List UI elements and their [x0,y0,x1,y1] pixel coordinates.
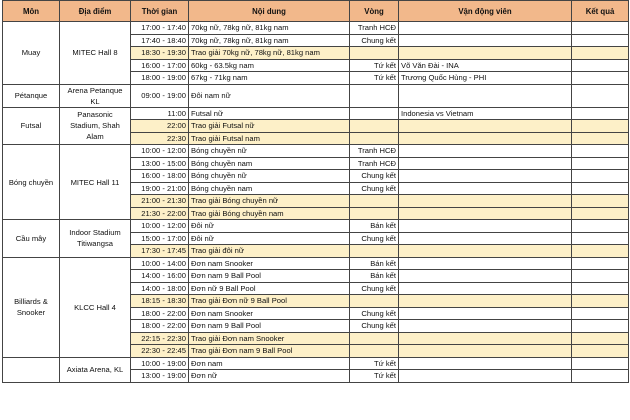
result-cell [572,220,629,233]
time-cell: 19:00 - 21:00 [131,182,189,195]
time-cell: 18:00 - 22:00 [131,307,189,320]
time-cell: 10:00 - 12:00 [131,145,189,158]
content-cell: Futsal nữ [189,107,350,120]
result-cell [572,47,629,60]
time-cell: 10:00 - 19:00 [131,357,189,370]
venue-cell: MITEC Hall 8 [60,22,131,85]
result-cell [572,207,629,220]
result-cell [572,170,629,183]
content-cell: Đơn nam [189,357,350,370]
schedule-table [2,0,629,383]
table-row [3,357,629,370]
round-cell: Tranh HCĐ [350,157,399,170]
result-cell [572,270,629,283]
athlete-cell [399,145,572,158]
content-cell: Trao giải Bóng chuyền nam [189,207,350,220]
time-cell: 21:30 - 22:00 [131,207,189,220]
venue-cell: Indoor Stadium Titiwangsa [60,220,131,258]
time-cell: 17:00 - 17:40 [131,22,189,35]
content-cell: Đơn nữ [189,370,350,383]
result-cell [572,282,629,295]
round-cell: Tranh HCĐ [350,22,399,35]
content-cell: Đơn nam Snooker [189,307,350,320]
athlete-cell [399,22,572,35]
time-cell: 22:15 - 22:30 [131,332,189,345]
athlete-cell [399,370,572,383]
content-cell: Đơn nam 9 Ball Pool [189,320,350,333]
table-row [3,107,629,120]
time-cell: 18:00 - 19:00 [131,72,189,85]
time-cell: 15:00 - 17:00 [131,232,189,245]
result-cell [572,295,629,308]
result-cell [572,332,629,345]
table-row [3,257,629,270]
round-cell: Tứ kết [350,72,399,85]
time-cell: 22:30 [131,132,189,145]
result-cell [572,232,629,245]
round-cell: Bán kết [350,220,399,233]
sport-cell: Pétanque [3,84,60,107]
result-cell [572,72,629,85]
round-cell [350,245,399,258]
time-cell: 17:40 - 18:40 [131,34,189,47]
time-cell: 17:30 - 17:45 [131,245,189,258]
content-cell: Đôi nam nữ [189,84,350,107]
round-cell: Tứ kết [350,59,399,72]
content-cell: 70kg nữ, 78kg nữ, 81kg nam [189,22,350,35]
table-row [3,220,629,233]
time-cell: 18:30 - 19:30 [131,47,189,60]
athlete-cell [399,182,572,195]
content-cell: Bóng chuyền nữ [189,170,350,183]
result-cell [572,145,629,158]
athlete-cell [399,245,572,258]
athlete-cell [399,132,572,145]
athlete-cell [399,320,572,333]
time-cell: 09:00 - 19:00 [131,84,189,107]
content-cell: Bóng chuyền nam [189,157,350,170]
content-cell: Trao giải 70kg nữ, 78kg nữ, 81kg nam [189,47,350,60]
content-cell: Trao giải Đơn nam Snooker [189,332,350,345]
round-cell [350,107,399,120]
result-cell [572,182,629,195]
time-cell: 21:00 - 21:30 [131,195,189,208]
result-cell [572,245,629,258]
content-cell: Trao giải Futsal nữ [189,120,350,133]
time-cell: 18:00 - 22:00 [131,320,189,333]
athlete-cell [399,84,572,107]
content-cell: 67kg - 71kg nam [189,72,350,85]
content-cell: 60kg - 63.5kg nam [189,59,350,72]
venue-cell: KLCC Hall 4 [60,257,131,357]
round-cell: Bán kết [350,270,399,283]
venue-cell: Axiata Arena, KL [60,357,131,382]
venue-cell: Panasonic Stadium, Shah Alam [60,107,131,145]
header-van-dong-vien: Vận động viên [399,1,572,22]
athlete-cell [399,332,572,345]
venue-cell: MITEC Hall 11 [60,145,131,220]
content-cell: Trao giải Đơn nữ 9 Ball Pool [189,295,350,308]
athlete-cell [399,270,572,283]
athlete-cell [399,307,572,320]
result-cell [572,34,629,47]
header-thoi-gian: Thời gian [131,1,189,22]
result-cell [572,195,629,208]
header-vong: Vòng [350,1,399,22]
round-cell [350,120,399,133]
content-cell: Đơn nam Snooker [189,257,350,270]
athlete-cell [399,345,572,358]
athlete-cell: Indonesia vs Vietnam [399,107,572,120]
table-row [3,22,629,35]
result-cell [572,370,629,383]
round-cell [350,345,399,358]
athlete-cell [399,157,572,170]
round-cell: Tranh HCĐ [350,145,399,158]
time-cell: 18:15 - 18:30 [131,295,189,308]
round-cell [350,84,399,107]
sport-cell: Muay [3,22,60,85]
sport-cell: Billiards & Snooker [3,257,60,357]
athlete-cell [399,220,572,233]
athlete-cell [399,357,572,370]
round-cell: Chung kết [350,282,399,295]
result-cell [572,120,629,133]
header-row [3,1,629,22]
result-cell [572,320,629,333]
result-cell [572,132,629,145]
athlete-cell [399,170,572,183]
sport-cell: Futsal [3,107,60,145]
content-cell: Trao giải đôi nữ [189,245,350,258]
result-cell [572,345,629,358]
sport-cell: Bóng chuyền [3,145,60,220]
round-cell [350,132,399,145]
athlete-cell [399,207,572,220]
time-cell: 16:00 - 17:00 [131,59,189,72]
content-cell: Đôi nữ [189,232,350,245]
content-cell: Đơn nữ 9 Ball Pool [189,282,350,295]
time-cell: 10:00 - 14:00 [131,257,189,270]
athlete-cell [399,232,572,245]
content-cell: 70kg nữ, 78kg nữ, 81kg nam [189,34,350,47]
round-cell [350,332,399,345]
athlete-cell: Võ Văn Đài - INA [399,59,572,72]
round-cell [350,295,399,308]
round-cell: Chung kết [350,170,399,183]
round-cell: Bán kết [350,257,399,270]
athlete-cell [399,120,572,133]
athlete-cell [399,195,572,208]
result-cell [572,257,629,270]
sport-cell [3,357,60,382]
round-cell [350,195,399,208]
round-cell [350,47,399,60]
result-cell [572,22,629,35]
content-cell: Trao giải Bóng chuyền nữ [189,195,350,208]
round-cell: Chung kết [350,34,399,47]
result-cell [572,157,629,170]
content-cell: Đơn nam 9 Ball Pool [189,270,350,283]
header-mon: Môn [3,1,60,22]
time-cell: 16:00 - 18:00 [131,170,189,183]
round-cell: Chung kết [350,307,399,320]
time-cell: 14:00 - 16:00 [131,270,189,283]
result-cell [572,84,629,107]
athlete-cell: Trương Quốc Hùng - PHI [399,72,572,85]
table-row [3,84,629,107]
time-cell: 10:00 - 12:00 [131,220,189,233]
round-cell: Chung kết [350,182,399,195]
header-dia-diem: Địa điểm [60,1,131,22]
result-cell [572,59,629,72]
result-cell [572,357,629,370]
header-ket-qua: Kết quả [572,1,629,22]
content-cell: Bóng chuyền nữ [189,145,350,158]
content-cell: Trao giải Futsal nam [189,132,350,145]
venue-cell: Arena Petanque KL [60,84,131,107]
time-cell: 22:30 - 22:45 [131,345,189,358]
header-noi-dung: Nội dung [189,1,350,22]
result-cell [572,107,629,120]
round-cell: Tứ kết [350,370,399,383]
athlete-cell [399,47,572,60]
round-cell [350,207,399,220]
time-cell: 11:00 [131,107,189,120]
athlete-cell [399,34,572,47]
time-cell: 22:00 [131,120,189,133]
round-cell: Chung kết [350,232,399,245]
result-cell [572,307,629,320]
time-cell: 14:00 - 18:00 [131,282,189,295]
content-cell: Đôi nữ [189,220,350,233]
time-cell: 13:00 - 15:00 [131,157,189,170]
athlete-cell [399,295,572,308]
content-cell: Trao giải Đơn nam 9 Ball Pool [189,345,350,358]
sport-cell: Cầu mây [3,220,60,258]
athlete-cell [399,282,572,295]
round-cell: Tứ kết [350,357,399,370]
table-row [3,145,629,158]
time-cell: 13:00 - 19:00 [131,370,189,383]
content-cell: Bóng chuyền nam [189,182,350,195]
athlete-cell [399,257,572,270]
round-cell: Chung kết [350,320,399,333]
